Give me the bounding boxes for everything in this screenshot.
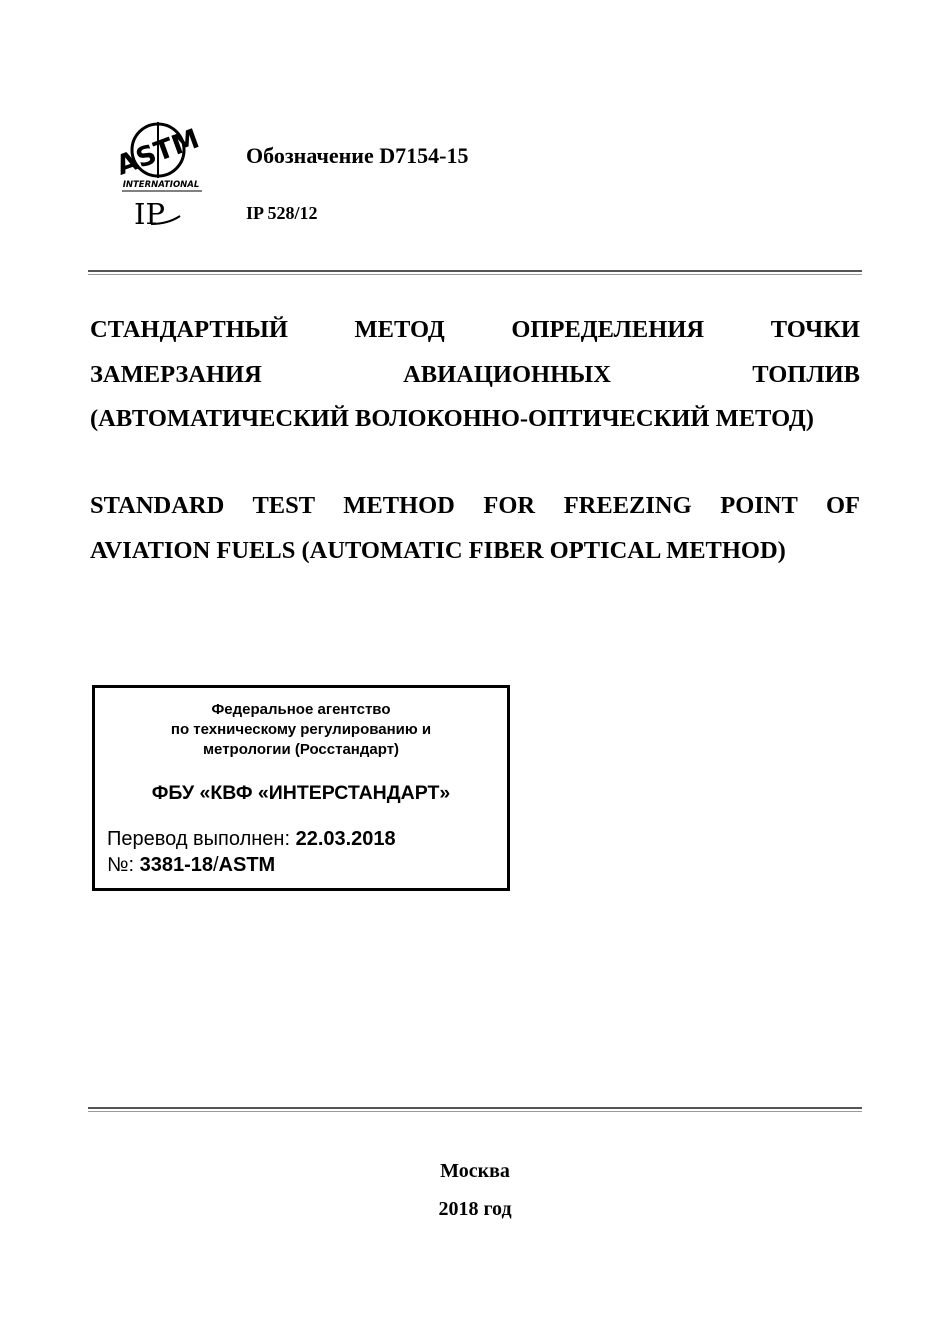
translation-stamp bbox=[92, 685, 510, 891]
agency-line-2: по техническому регулированию и bbox=[170, 721, 432, 738]
agency-line-3: метрологии (Росстандарт) bbox=[202, 741, 400, 758]
document-designation: Обозначение D7154-15 bbox=[246, 143, 469, 168]
title-ru-line-3: (АВТОМАТИЧЕСКИЙ ВОЛОКОННО-ОПТИЧЕСКИЙ МЕТОД) bbox=[90, 405, 814, 432]
title-ru-line-2: ЗАМЕРЗАНИЯ АВИАЦИОННЫХ ТОПЛИВ bbox=[90, 360, 860, 388]
organization-name: ФБУ «КВФ «ИНТЕРСТАНДАРТ» bbox=[151, 782, 451, 804]
translation-date-line bbox=[107, 828, 396, 851]
bottom-divider bbox=[88, 1107, 862, 1112]
astm-ip-logo bbox=[118, 120, 208, 232]
title-english bbox=[90, 484, 860, 573]
title-en-line-2: AVIATION FUELS (AUTOMATIC FIBER OPTICAL METHOD) bbox=[90, 536, 786, 564]
translation-number-line bbox=[107, 854, 275, 877]
title-en-line-1: STANDARD TEST METHOD FOR FREEZING POINT OF bbox=[90, 492, 860, 519]
ip-number: IP 528/12 bbox=[246, 203, 318, 223]
top-divider bbox=[88, 270, 862, 275]
number-label: №: bbox=[107, 854, 135, 876]
year: 2018 год bbox=[438, 1198, 512, 1220]
translated-date: 22.03.2018 bbox=[295, 828, 396, 850]
agency-name bbox=[95, 700, 507, 760]
number-value: 3381-18 bbox=[139, 854, 213, 876]
number-suffix: ASTM bbox=[218, 854, 276, 876]
number-separator: / bbox=[212, 854, 219, 876]
city: Москва bbox=[440, 1160, 510, 1182]
astm-logo-icon bbox=[118, 120, 208, 232]
agency-line-1: Федеральное агентство bbox=[211, 701, 391, 718]
logo-international-text: INTERNATIONAL bbox=[122, 180, 200, 190]
logo-ip-text: IP bbox=[134, 197, 165, 231]
translated-label: Перевод выполнен: bbox=[107, 828, 291, 850]
title-ru-line-1: СТАНДАРТНЫЙ МЕТОД ОПРЕДЕЛЕНИЯ ТОЧКИ bbox=[90, 316, 860, 343]
logo-astm-text: ASTM bbox=[118, 123, 204, 182]
title-russian bbox=[90, 308, 860, 442]
